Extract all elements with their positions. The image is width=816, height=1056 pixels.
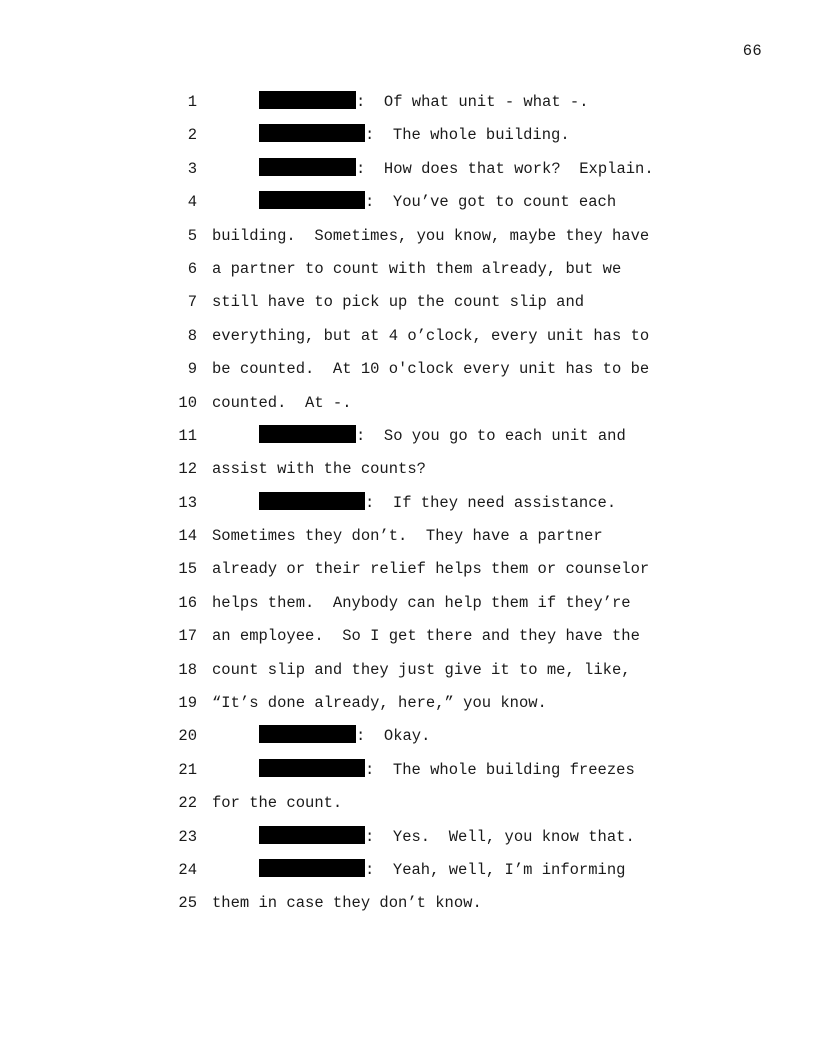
transcript-line (0, 553, 816, 586)
line-text (259, 487, 616, 520)
transcript-line (0, 119, 816, 152)
continuation-text: count slip and they just give it to me, like, (212, 660, 631, 679)
transcript-line (0, 520, 816, 553)
line-number: 16 (178, 593, 197, 612)
continuation-text: everything, but at 4 o’clock, every unit has to (212, 326, 650, 345)
speaker-statement: : The whole building freezes (365, 760, 635, 779)
transcript-line (0, 153, 816, 186)
speaker-redaction (259, 124, 365, 142)
line-number: 5 (187, 226, 197, 245)
line-number: 6 (187, 259, 197, 278)
speaker-statement: : You’ve got to count each (365, 193, 617, 212)
line-text (212, 320, 649, 353)
line-text (212, 787, 342, 820)
transcript-line (0, 487, 816, 520)
transcript-line (0, 720, 816, 753)
transcript-line (0, 286, 816, 319)
line-text (212, 353, 649, 386)
continuation-text: counted. At -. (212, 393, 352, 412)
line-text (259, 854, 625, 887)
line-text (259, 420, 626, 453)
line-text (212, 453, 426, 486)
continuation-text: assist with the counts? (212, 460, 426, 479)
line-number: 1 (187, 93, 197, 111)
line-text (259, 119, 570, 152)
line-text (212, 286, 584, 319)
line-number: 10 (178, 393, 197, 412)
transcript-line (0, 220, 816, 253)
speaker-statement: : So you go to each unit and (356, 426, 626, 445)
speaker-statement: : If they need assistance. (365, 493, 617, 512)
transcript-line (0, 754, 816, 787)
transcript-line (0, 387, 816, 420)
line-text (259, 821, 635, 854)
line-text (212, 587, 631, 620)
line-number: 14 (178, 527, 197, 546)
line-text (259, 153, 654, 186)
transcript-line (0, 787, 816, 820)
line-text (212, 553, 649, 586)
line-number: 8 (187, 326, 197, 345)
speaker-redaction (259, 725, 356, 743)
continuation-text: Sometimes they don’t. They have a partner (212, 527, 603, 546)
continuation-text: an employee. So I get there and they have the (212, 627, 640, 646)
transcript-line (0, 587, 816, 620)
line-number: 18 (178, 660, 197, 679)
continuation-text: “It’s done already, here,” you know. (212, 694, 547, 713)
line-number: 20 (178, 727, 197, 746)
transcript-line (0, 620, 816, 653)
continuation-text: for the count. (212, 794, 343, 813)
line-number: 7 (187, 293, 197, 312)
speaker-statement: : Okay. (356, 727, 431, 746)
continuation-text: be counted. At 10 o'clock every unit has to be (212, 360, 650, 379)
speaker-statement: : Yeah, well, I’m informing (365, 860, 626, 879)
transcript-line (0, 253, 816, 286)
line-number: 24 (178, 860, 197, 879)
line-text (212, 520, 603, 553)
line-text (212, 253, 621, 286)
transcript-lines (0, 86, 816, 921)
line-number: 25 (178, 894, 197, 913)
speaker-statement: : The whole building. (365, 126, 570, 145)
line-number: 15 (178, 560, 197, 579)
line-number: 13 (178, 493, 197, 512)
transcript-line (0, 654, 816, 687)
line-text (212, 220, 649, 253)
line-text (212, 654, 631, 687)
transcript-line (0, 453, 816, 486)
line-number: 17 (178, 627, 197, 646)
speaker-redaction (259, 492, 365, 510)
transcript-line (0, 86, 816, 119)
line-text (259, 754, 635, 787)
page-number: 66 (742, 42, 762, 60)
transcript-line (0, 320, 816, 353)
line-text (212, 687, 547, 720)
transcript-line (0, 687, 816, 720)
line-text (212, 387, 352, 420)
line-number: 3 (187, 159, 197, 178)
line-text (212, 887, 482, 920)
transcript-line (0, 821, 816, 854)
line-text (259, 186, 616, 219)
line-text (259, 720, 430, 753)
speaker-statement: : How does that work? Explain. (356, 159, 654, 178)
continuation-text: them in case they don’t know. (212, 894, 482, 913)
transcript-line (0, 420, 816, 453)
speaker-statement: : Yes. Well, you know that. (365, 827, 635, 846)
speaker-redaction (259, 859, 365, 877)
line-number: 19 (178, 694, 197, 713)
line-number: 11 (178, 426, 197, 445)
transcript-line (0, 353, 816, 386)
continuation-text: helps them. Anybody can help them if they’re (212, 593, 631, 612)
line-number: 9 (187, 360, 197, 379)
line-number: 21 (178, 760, 197, 779)
line-number: 2 (187, 126, 197, 145)
continuation-text: already or their relief helps them or counselor (212, 560, 650, 579)
continuation-text: still have to pick up the count slip and (212, 293, 585, 312)
speaker-redaction (259, 759, 365, 777)
speaker-redaction (259, 158, 356, 176)
line-number: 23 (178, 827, 197, 846)
continuation-text: building. Sometimes, you know, maybe they have (212, 226, 650, 245)
line-number: 22 (178, 794, 197, 813)
transcript-line (0, 854, 816, 887)
transcript-line (0, 887, 816, 920)
speaker-redaction (259, 425, 356, 443)
line-number: 12 (178, 460, 197, 479)
transcript-line (0, 186, 816, 219)
speaker-redaction (259, 191, 365, 209)
speaker-statement: : Of what unit - what -. (356, 93, 589, 111)
line-text (212, 620, 640, 653)
continuation-text: a partner to count with them already, but we (212, 259, 622, 278)
line-text (259, 86, 589, 119)
speaker-redaction (259, 91, 356, 109)
line-number: 4 (187, 193, 197, 212)
speaker-redaction (259, 826, 365, 844)
